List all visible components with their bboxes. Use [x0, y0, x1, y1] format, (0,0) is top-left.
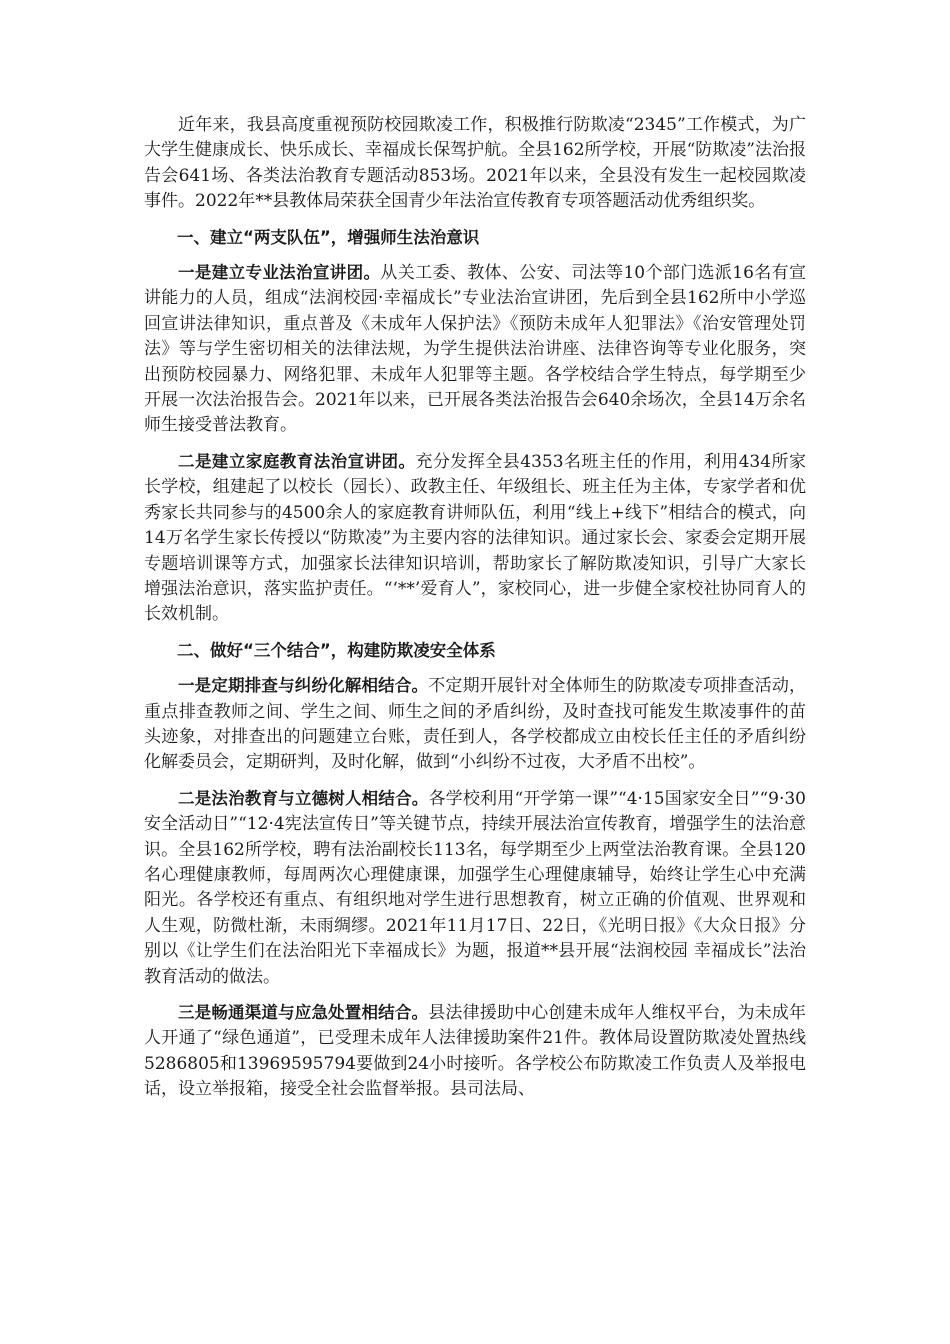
document-body — [144, 113, 806, 1113]
section-heading-1: 一、建立“两支队伍”，增强师生法治意识 — [177, 227, 480, 247]
section1-paragraph-2 — [144, 449, 806, 628]
paragraph-lead: 一是定期排查与纠纷化解相结合。 — [178, 676, 429, 696]
section2-paragraph-2 — [144, 786, 806, 990]
section2-paragraph-1 — [144, 673, 806, 776]
section-heading-2: 二、做好“三个结合”，构建防欺凌安全体系 — [177, 640, 496, 660]
paragraph-lead: 三是畅通渠道与应急处置相结合。 — [178, 1003, 429, 1022]
paragraph-lead: 二是建立家庭教育法治宣讲团。 — [178, 451, 416, 471]
section2-paragraph-3 — [144, 1000, 806, 1103]
paragraph-lead: 二是法治教育与立德树人相结合。 — [178, 788, 429, 808]
paragraph-text: 县法律援助中心创建未成年人维权平台，为未成年人开通了“绿色通道”，已受理未成年人法律援助案件21件。教体局设置防欺凌处置热线5286805和13969595794要做到24小时接听。各学校公布防欺凌工作负责人及举报电话，设立举报箱，接受全社会监督举报。县司法局、 — [144, 1003, 807, 1100]
paragraph-text: 不定期开展针对全体师生的防欺凌专项排查活动，重点排查教师之间、学生之间、师生之间的矛盾纠纷，及时查找可能发生欺凌事件的苗头迹象，对排查出的问题建立台账，责任到人，各学校都成立由校长任主任的矛盾纠纷化解委员会，定期研判，及时化解，做到“小纠纷不过夜，大矛盾不出校”。 — [144, 676, 807, 773]
paragraph-lead: 一是建立专业法治宣讲团。 — [178, 263, 381, 283]
section1-paragraph-1 — [144, 260, 806, 439]
paragraph-text: 各学校利用“开学第一课”“4·15国家安全日”“9·30安全活动日”“12·4宪法宣传日”等关键节点，持续开展法治宣传教育，增强学生的法治意识。全县162所学校，聘有法治副校长113名，每学期至少上两堂法治教育课。全县120名心理健康教师，每周两次心理健康课，加强学生心理健康辅导，始终让学生心中充满阳光。各学校还有重点、有组织地对学生进行思想教育，树立正确的价值观、世界观和人生观，防微杜渐，未雨绸缪。2021年11月17日、22日，《光明日报》《大众日报》分别以《让学生们在法治阳光下幸福成长》为题，报道**县开展“法润校园 幸福成长”法治教育活动的做法。 — [144, 788, 806, 987]
paragraph-text: 充分发挥全县4353名班主任的作用，利用434所家长学校，组建起了以校长（园长）、政教主任、年级组长、班主任为主体，专家学者和优秀家长共同参与的4500余人的家庭教育讲师队伍，利用“线上+线下”相结合的模式，向14万名学生家长传授以“防欺凌”为主要内容的法律知识。通过家长会、家委会定期开展专题培训课等方式，加强家长法律知识培训，帮助家长了解防欺凌知识，引导广大家长增强法治意识，落实监护责任。“‘**’爱育人”，家校同心，进一步健全家校社协同育人的长效机制。 — [144, 451, 806, 625]
paragraph-text: 从关工委、教体、公安、司法等10个部门选派16名有宣讲能力的人员，组成“法润校园·幸福成长”专业法治宣讲团，先后到全县162所中小学巡回宣讲法律知识，重点普及《未成年人保护法》《预防未成年人犯罪法》《治安管理处罚法》等与学生密切相关的法律法规，为学生提供法治讲座、法律咨询等专业化服务，突出预防校园暴力、网络犯罪、未成年人犯罪等主题。各学校结合学生特点，每学期至少开展一次法治报告会。2021年以来，已开展各类法治报告会640余场次，全县14万余名师生接受普法教育。 — [144, 263, 807, 436]
intro-paragraph: 近年来，我县高度重视预防校园欺凌工作，积极推行防欺凌“2345”工作模式，为广大学生健康成长、快乐成长、幸福成长保驾护航。全县162所学校，开展“防欺凌”法治报告会641场、各类法治教育专题活动853场。2021年以来，全县没有发生一起校园欺凌事件。2022年**县教体局荣获全国青少年法治宣传教育专项答题活动优秀组织奖。 — [144, 115, 806, 212]
